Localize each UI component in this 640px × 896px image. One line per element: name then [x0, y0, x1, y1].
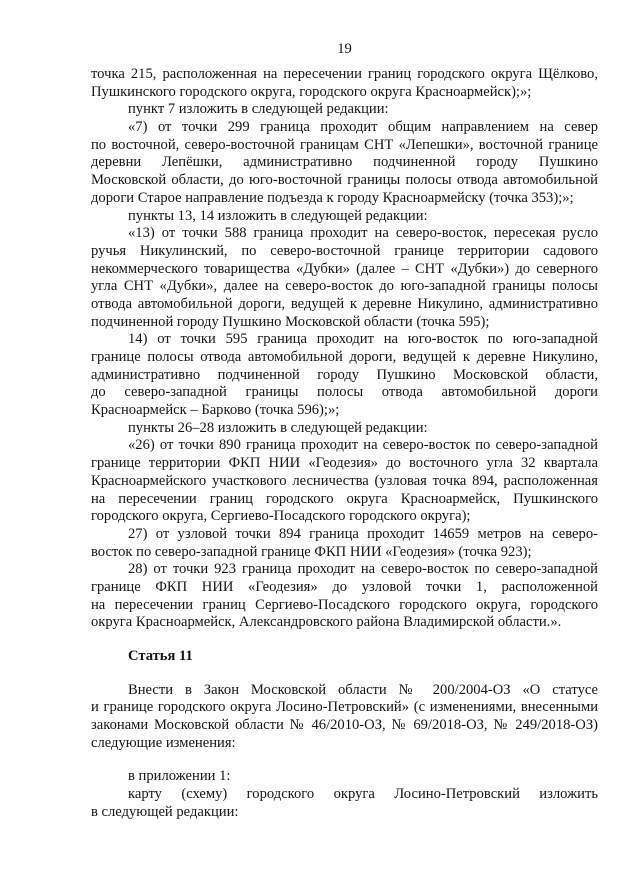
- paragraph: [91, 331, 598, 419]
- text-line: ручья Никулинский, по северо-восточной границе территории садового: [91, 242, 598, 259]
- paragraph: [91, 208, 598, 226]
- text-line: отвода автомобильной дороги, ведущей к деревне Никулино, административно: [91, 295, 598, 312]
- text-line: границе территории ФКП НИИ «Геодезия» до восточного угла 32 квартала: [91, 455, 598, 472]
- paragraph: [91, 66, 598, 101]
- text-line: карту (схему) городского округа Лосино-Петровский изложить: [128, 786, 598, 803]
- text-line: следующие изменения:: [91, 734, 236, 751]
- text-line: Пушкинского городского округа, городского округа Красноармейск);»;: [91, 83, 532, 100]
- text-line: пункты 26–28 изложить в следующей редакции:: [128, 419, 428, 436]
- text-line: деревни Лепёшки, административно подчиненной городу Пушкино: [91, 154, 598, 171]
- text-line: точка 215, расположенная на пересечении границ городского округа Щёлково,: [91, 66, 598, 82]
- text-line: пункты 13, 14 изложить в следующей редакции:: [128, 207, 428, 224]
- text-line: дороги Старое направление подъезда к городу Красноармейску (точка 353);»;: [91, 189, 574, 206]
- blank-line: [91, 632, 598, 648]
- paragraph: [91, 225, 598, 331]
- text-line: 14) от точки 595 граница проходит на юго-восток по юго-западной: [128, 331, 598, 348]
- text-line: Красноармейск – Барково (точка 596);»;: [91, 402, 340, 419]
- paragraph: [91, 119, 598, 207]
- text-line: 27) от узловой точки 894 граница проходит 14659 метров на северо-: [128, 525, 598, 542]
- text-line: пункт 7 изложить в следующей редакции:: [128, 101, 389, 118]
- text-line: границе ФКП НИИ «Геодезия» до узловой точки 1, расположенной: [91, 578, 598, 595]
- text-line: до северо-западной границы полосы отвода автомобильной дороги: [91, 384, 598, 401]
- paragraph: [91, 420, 598, 438]
- paragraph: [91, 437, 598, 525]
- text-line: «13) от точки 588 граница проходит на северо-восток, пересекая русло: [128, 225, 598, 242]
- text-line: на пересечении границ Сергиево-Посадского городского округа, городского: [91, 596, 598, 613]
- paragraph: [91, 768, 598, 786]
- text-line: в следующей редакции:: [91, 803, 239, 820]
- text-line: 28) от точки 923 граница проходит на северо-восток по северо-западной: [128, 561, 598, 578]
- text-line: Московской области, до юго-восточной границы полосы отвода автомобильной: [91, 172, 598, 189]
- paragraph: [91, 786, 598, 821]
- text-line: округа Красноармейск, Александровского района Владимирской области.».: [91, 614, 562, 631]
- text-line: угла СНТ «Дубки», далее на северо-восток до юго-западной границы полосы: [91, 278, 598, 295]
- text-line: подчиненной городу Пушкино Московской области (точка 595);: [91, 313, 490, 330]
- text-line: восток по северо-западной границе ФКП НИИ «Геодезия» (точка 923);: [91, 543, 532, 560]
- text-line: и границе городского округа Лосино-Петровский» (с изменениями, внесенными: [91, 699, 598, 716]
- text-line: на пересечении границ городского округа Красноармейск, Пушкинского: [91, 490, 598, 507]
- paragraph: [91, 561, 598, 632]
- blank-line: [91, 666, 598, 682]
- text-line: законами Московской области № 46/2010-ОЗ, № 69/2018-ОЗ, № 249/2018-ОЗ): [91, 717, 598, 734]
- text-line: Красноармейского участкового лесничества (узловая точка 894, расположенная: [91, 472, 598, 489]
- text-line: городского округа, Сергиево-Посадского городского округа);: [91, 508, 471, 525]
- paragraph: [91, 101, 598, 119]
- text-line: некоммерческого товарищества «Дубки» (далее – СНТ «Дубки») до северного: [91, 260, 598, 277]
- text-line: «7) от точки 299 граница проходит общим направлением на север: [128, 119, 598, 136]
- text-line: в приложении 1:: [128, 768, 231, 785]
- paragraph: [91, 526, 598, 561]
- text-line: границе полосы отвода автомобильной дороги, ведущей к деревне Никулино,: [91, 349, 598, 365]
- text-line: по восточной, северо-восточной границам СНТ «Лепешки», восточной границе: [91, 136, 598, 153]
- blank-line: [91, 752, 598, 768]
- article-heading: Статья 11: [128, 648, 193, 664]
- text-line: «26) от точки 890 граница проходит на северо-восток по северо-западной: [128, 437, 598, 454]
- page-number: 19: [337, 41, 352, 57]
- text-line: Внести в Закон Московской области № 200/2004-ОЗ «О статусе: [128, 681, 598, 698]
- document-body: [91, 66, 598, 822]
- text-line: административно подчиненной городу Пушкино Московской области,: [91, 366, 598, 383]
- paragraph: [91, 682, 598, 753]
